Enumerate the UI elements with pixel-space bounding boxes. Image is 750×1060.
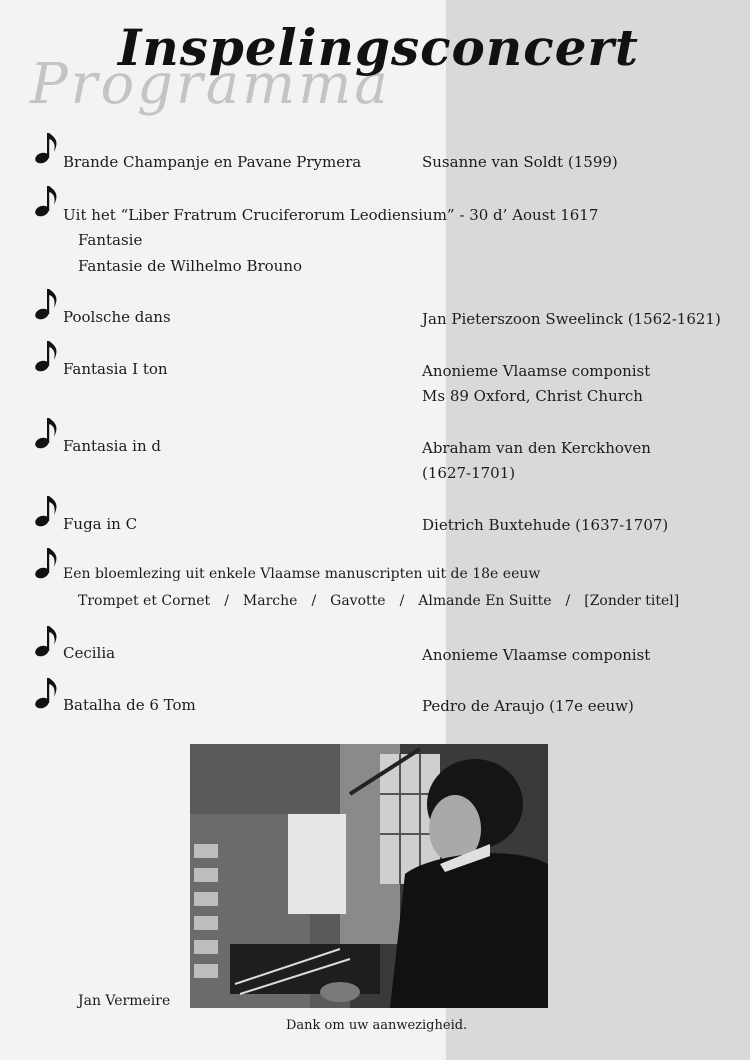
program-item-title: Cecilia (63, 644, 116, 662)
organist-photo (190, 744, 548, 1008)
piece-item: [Zonder titel] (584, 593, 680, 609)
piece-item: Marche (242, 593, 298, 609)
piece-separator: / (399, 593, 405, 609)
program-item-composer: Pedro de Araujo (17e eeuw) (422, 697, 634, 715)
music-note-icon (34, 338, 60, 372)
music-note-icon (34, 675, 60, 709)
music-note-icon (34, 183, 60, 217)
program-item-composer: Abraham van den Kerckhoven (422, 439, 651, 457)
program-item-title: Uit het “Liber Fratrum Cruciferorum Leodiensium” - 30 d’ Aoust 1617 (63, 206, 599, 224)
program-item-title: Fantasia I ton (63, 360, 168, 378)
piece-separator: / (224, 593, 229, 609)
music-note-icon (34, 493, 60, 527)
concert-title: Inspelingsconcert (118, 18, 639, 77)
program-item-title: Fuga in C (63, 515, 138, 533)
piece-item: Gavotte (330, 593, 386, 609)
program-item-composer-detail: Ms 89 Oxford, Christ Church (422, 387, 643, 405)
photo-caption: Jan Vermeire (78, 993, 171, 1009)
music-note-icon (34, 415, 60, 449)
music-note-icon (34, 130, 60, 164)
program-item-composer: Anonieme Vlaamse componist (422, 646, 651, 664)
thank-you-note: Dank om uw aanwezigheid. (286, 1018, 468, 1033)
program-subitem: Fantasie (78, 231, 143, 249)
program-item-composer: Jan Pieterszoon Sweelinck (1562-1621) (422, 310, 721, 328)
program-item-title: Brande Champanje en Pavane Prymera (63, 153, 362, 171)
music-note-icon (34, 623, 60, 657)
piece-item: Almande En Suitte (418, 593, 552, 609)
program-subitem: Fantasie de Wilhelmo Brouno (78, 257, 303, 275)
music-note-icon (34, 286, 60, 320)
music-note-icon (34, 545, 60, 579)
program-item-title: Batalha de 6 Tom (63, 696, 196, 714)
piece-list (78, 593, 679, 609)
program-item-composer: Dietrich Buxtehude (1637-1707) (422, 516, 669, 534)
program-item-title: Fantasia in d (63, 437, 161, 455)
piece-separator: / (311, 593, 317, 609)
program-item-title: Poolsche dans (63, 308, 171, 326)
program-item-composer: Anonieme Vlaamse componist (422, 362, 651, 380)
program-item-composer: Susanne van Soldt (1599) (422, 153, 618, 171)
piece-item: Trompet et Cornet (78, 593, 211, 609)
program-item-title: Een bloemlezing uit enkele Vlaamse manuscripten uit de 18e eeuw (63, 566, 541, 582)
program-item-composer-detail: (1627-1701) (422, 464, 516, 482)
piece-separator: / (565, 593, 571, 609)
program-subtitle: Programma (30, 52, 391, 117)
